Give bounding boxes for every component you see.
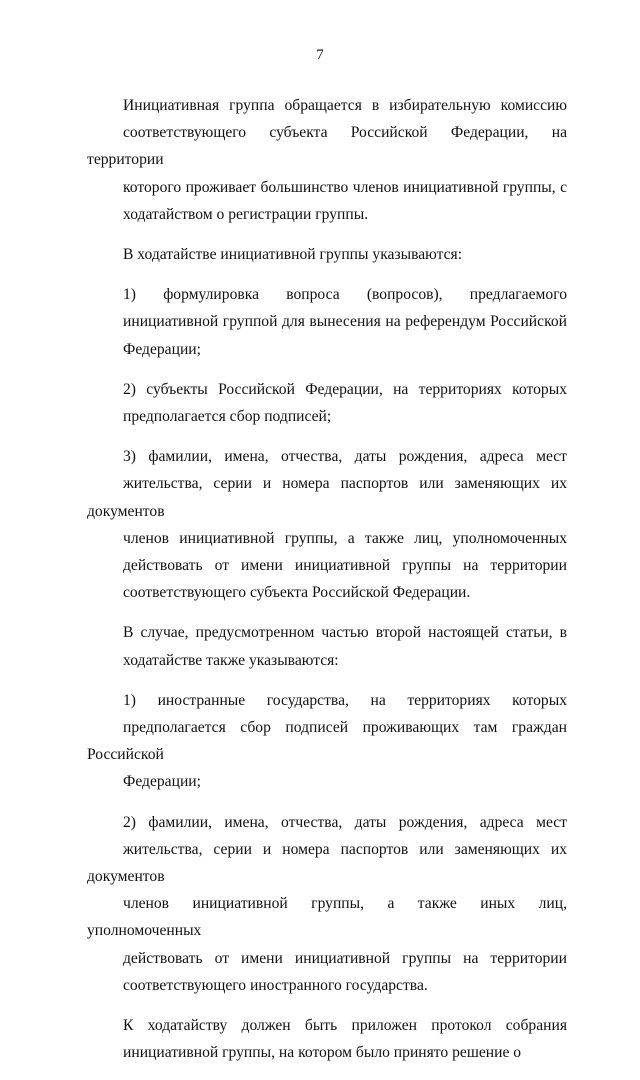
text-line: 1) иностранные государства, на территориях которых <box>123 691 567 709</box>
text-line: предполагается сбор подписей проживающих там граждан Российской <box>87 719 567 764</box>
paragraph <box>87 1012 567 1066</box>
text-line: 2) фамилии, имена, отчества, даты рождения, адреса мест <box>123 813 567 831</box>
text-line: жительства, серии и номера паспортов или заменяющих их документов <box>87 840 567 886</box>
text-line: инициативной группой для вынесения на референдум Российской <box>123 313 567 331</box>
text-line: 2) субъекты Российской Федерации, на территориях которых <box>123 380 567 398</box>
text-line: В случае, предусмотренном частью второй настоящей статьи, в <box>123 624 567 642</box>
text-line: 1) формулировка вопроса (вопросов), предлагаемого <box>123 286 567 304</box>
text-line: соответствующего иностранного государства. <box>123 976 428 994</box>
text-line: соответствующего субъекта Российской Федерации. <box>123 584 471 602</box>
text-line: 3) фамилии, имена, отчества, даты рождения, адреса мест <box>123 448 567 466</box>
paragraph <box>87 809 567 999</box>
text-line: предполагается сбор подписей; <box>123 408 332 426</box>
paragraph <box>87 92 567 228</box>
paragraph <box>87 687 567 796</box>
paragraph <box>87 281 567 363</box>
text-line: действовать от имени инициативной группы на территории <box>123 949 567 967</box>
page-number: 7 <box>316 47 324 63</box>
body-text <box>87 92 567 1080</box>
text-line: К ходатайству должен быть приложен протокол собрания <box>123 1017 567 1035</box>
paragraph <box>87 443 567 606</box>
text-line: соответствующего субъекта Российской Федерации, на территории <box>87 124 567 169</box>
paragraph <box>87 619 567 673</box>
text-line: членов инициативной группы, а также иных лиц, уполномоченных <box>87 895 567 940</box>
text-line: ходатайстве также указываются: <box>123 651 339 669</box>
text-line: ходатайством о регистрации группы. <box>123 205 369 223</box>
text-line: Инициативная группа обращается в избирательную комиссию <box>123 97 567 114</box>
text-line: действовать от имени инициативной группы на территории <box>123 557 567 575</box>
text-line: В ходатайстве инициативной группы указываются: <box>123 246 463 264</box>
text-line: которого проживает большинство членов инициативной группы, с <box>123 178 567 196</box>
paragraph <box>87 241 567 268</box>
text-line: Федерации; <box>123 340 201 358</box>
text-line: жительства, серии и номера паспортов или заменяющих их документов <box>87 475 567 520</box>
text-line: инициативной группы, на котором было принято решение о <box>123 1044 522 1062</box>
text-line: членов инициативной группы, а также лиц, уполномоченных <box>123 529 567 547</box>
paragraph <box>87 376 567 430</box>
text-line: Федерации; <box>123 773 201 791</box>
